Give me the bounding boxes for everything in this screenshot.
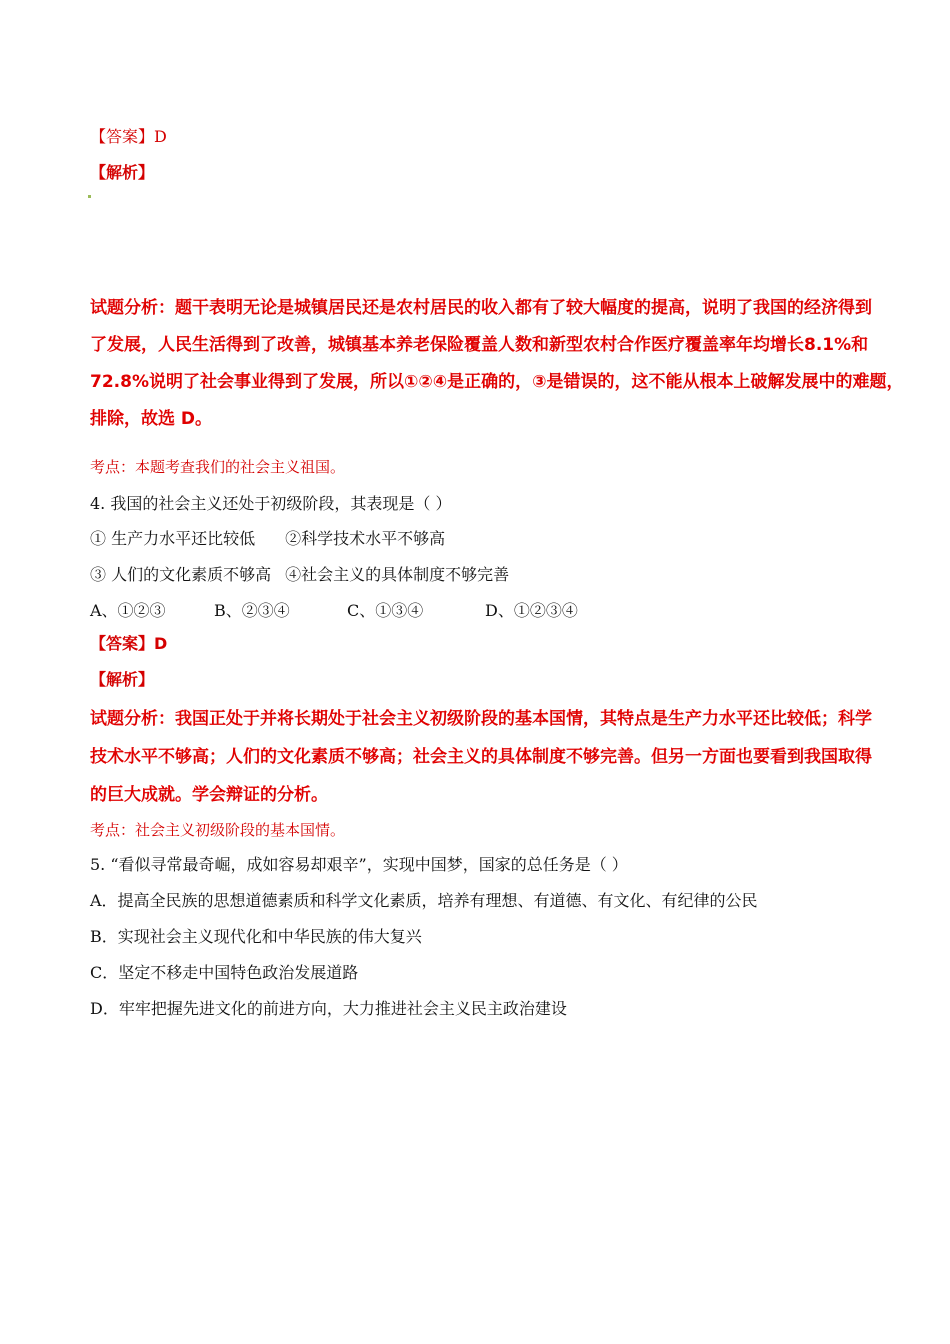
- q5-option-d: D．牢牢把握先进文化的前进方向，大力推进社会主义民主政治建设: [90, 999, 567, 1018]
- q4-analysis-line: 试题分析：我国正处于并将长期处于社会主义初级阶段的基本国情，其特点是生产力水平还比较低；科学: [90, 709, 872, 729]
- q3-analysis-line: 72.8%说明了社会事业得到了发展，所以①②④是正确的，③是错误的，这不能从根本上破解发展中的难题，: [90, 372, 904, 392]
- q4-analysis: [90, 700, 870, 814]
- q4-items-row2: [90, 565, 509, 585]
- q4-item: ②科学技术水平不够高: [285, 529, 446, 548]
- q3-analysis-line: 了发展，人民生活得到了改善，城镇基本养老保险覆盖人数和新型农村合作医疗覆盖率年均增长8.1%和: [90, 335, 869, 355]
- q3-analysis-label: 【解析】: [90, 163, 155, 182]
- q4-question: 4. 我国的社会主义还处于初级阶段，其表现是（ ）: [90, 494, 452, 513]
- q3-kaodian: 考点：本题考查我们的社会主义祖国。: [90, 458, 346, 476]
- q4-option: B、②③④: [214, 601, 290, 620]
- q3-analysis: [90, 290, 904, 438]
- q4-options: [90, 601, 578, 621]
- q4-item: ④社会主义的具体制度不够完善: [285, 565, 510, 584]
- q4-analysis-line: 的巨大成就。学会辩证的分析。: [90, 785, 328, 805]
- q3-answer: 【答案】D: [90, 127, 167, 146]
- q4-item: ① 生产力水平还比较低: [90, 529, 256, 548]
- q4-analysis-line: 技术水平不够高；人们的文化素质不够高；社会主义的具体制度不够完善。但另一方面也要看到我国取得: [90, 747, 872, 767]
- q4-option: A、①②③: [90, 601, 166, 620]
- q3-analysis-line: 排除，故选 D。: [90, 409, 213, 429]
- q4-analysis-label: 【解析】: [90, 670, 155, 689]
- q4-option: D、①②③④: [485, 601, 578, 620]
- q5-option-c: C．坚定不移走中国特色政治发展道路: [90, 963, 359, 982]
- q4-item: ③ 人们的文化素质不够高: [90, 565, 272, 584]
- q4-answer: 【答案】D: [90, 634, 168, 653]
- q5-question: 5. “看似寻常最奇崛，成如容易却艰辛”，实现中国梦，国家的总任务是（ ）: [90, 855, 628, 874]
- q4-option: C、①③④: [347, 601, 424, 620]
- stray-mark: [88, 195, 91, 198]
- q5-option-a: A．提高全民族的思想道德素质和科学文化素质，培养有理想、有道德、有文化、有纪律的公民: [90, 891, 758, 910]
- q4-kaodian: 考点：社会主义初级阶段的基本国情。: [90, 821, 346, 839]
- q4-items-row1: [90, 529, 445, 549]
- q5-option-b: B．实现社会主义现代化和中华民族的伟大复兴: [90, 927, 422, 946]
- q3-analysis-line: 试题分析：题干表明无论是城镇居民还是农村居民的收入都有了较大幅度的提高，说明了我国的经济得到: [90, 298, 872, 318]
